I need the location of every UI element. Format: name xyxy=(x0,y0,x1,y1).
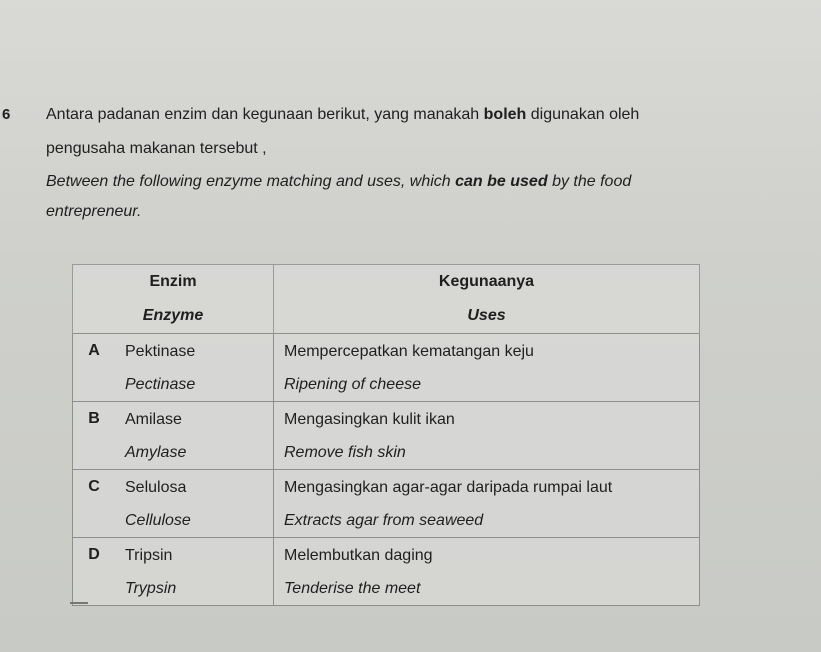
enzyme-cell: Tripsin Trypsin xyxy=(115,538,274,606)
option-row-d[interactable] xyxy=(73,538,700,606)
option-row-a[interactable] xyxy=(73,334,700,402)
option-letter: D xyxy=(73,538,116,606)
table-header xyxy=(73,265,700,334)
option-row-c[interactable] xyxy=(73,470,700,538)
option-letter: A xyxy=(73,334,116,402)
option-letter: B xyxy=(73,402,116,470)
enzyme-cell: Amilase Amylase xyxy=(115,402,274,470)
question-english-line2: entrepreneur. xyxy=(46,203,142,220)
option-row-b[interactable] xyxy=(73,402,700,470)
page-mark xyxy=(70,602,88,604)
use-cell: Mengasingkan kulit ikan Remove fish skin xyxy=(274,402,700,470)
question-english-line1: Between the following enzyme matching and uses, which can be used by the food xyxy=(46,173,632,190)
options-table xyxy=(72,264,700,606)
header-enzyme: Enzim Enzyme xyxy=(73,265,274,334)
question-malay-line1: Antara padanan enzim dan kegunaan berikut, yang manakah boleh digunakan oleh xyxy=(46,106,640,123)
question-number: 6 xyxy=(2,106,11,123)
enzyme-cell: Pektinase Pectinase xyxy=(115,334,274,402)
question-malay-line2: pengusaha makanan tersebut , xyxy=(46,140,267,157)
use-cell: Melembutkan daging Tenderise the meet xyxy=(274,538,700,606)
use-cell: Mempercepatkan kematangan keju Ripening of cheese xyxy=(274,334,700,402)
option-letter: C xyxy=(73,470,116,538)
enzyme-cell: Selulosa Cellulose xyxy=(115,470,274,538)
header-uses: Kegunaanya Uses xyxy=(274,265,700,334)
use-cell: Mengasingkan agar-agar daripada rumpai laut Extracts agar from seaweed xyxy=(274,470,700,538)
